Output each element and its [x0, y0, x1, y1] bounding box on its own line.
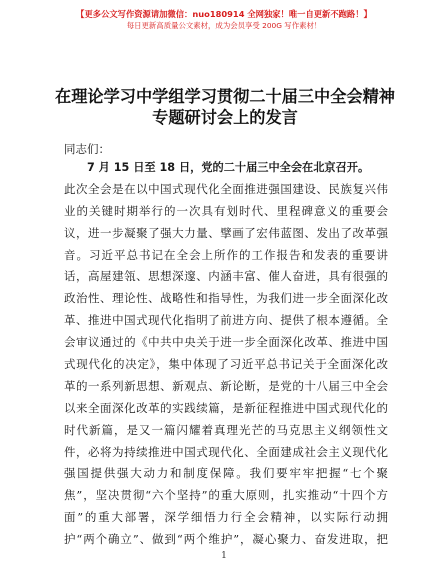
paragraph-line: 话，高屋建瓴、思想深邃、内涵丰富、催人奋进，具有很强的: [64, 269, 388, 284]
paragraph-line: 会审议通过的《中共中央关于进一步全面深化改革、推进中国: [64, 335, 388, 350]
paragraph-line: 革、推进中国式现代化指明了前进方向、提供了根本遵循。全: [64, 313, 388, 328]
paragraph-lead-sentence: 7 月 15 日至 18 日，党的二十届三中全会在北京召开。: [87, 161, 370, 174]
promo-banner-line1: 【更多公文写作资源请加微信：nuo180914 全网独家！唯一自更新不跑路！】: [76, 9, 372, 19]
page-number: 1: [221, 551, 227, 561]
paragraph-line: 护“两个确立”、做到“两个维护”，凝心聚力、奋发进取，把: [64, 532, 388, 547]
paragraph-line: 此次全会是在以中国式现代化全面推进强国建设、民族复兴伟: [64, 181, 388, 196]
promo-banner-line2: 每日更新高质量公文素材，成为会员享受 200G 写作素材！: [126, 21, 322, 30]
salutation: 同志们：: [64, 142, 110, 156]
promo-banner: [0, 8, 448, 32]
paragraph-line: 革的一系列新思想、新观点、新论断，是党的十八届三中全会: [64, 378, 388, 393]
paragraph-line: 强国提供强大动力和制度保障。我们要牢牢把握“七个聚: [64, 466, 388, 481]
paragraph-line: 音。习近平总书记在全会上所作的工作报告和发表的重要讲: [64, 247, 388, 262]
document-title: 在理论学习中学组学习贯彻二十届三中全会精神专题研讨会上的发言: [55, 87, 395, 127]
paragraph-line: 议，进一步凝聚了强大力量、擘画了宏伟蓝图、发出了改革强: [64, 225, 388, 240]
paragraph-line: 政治性、理论性、战略性和指导性，为我们进一步全面深化改: [64, 291, 388, 306]
paragraph-line: 式现代化的决定》，集中体现了习近平总书记关于全面深化改: [64, 357, 388, 372]
paragraph-line: 业的关键时期举行的一次具有划时代、里程碑意义的重要会: [64, 203, 388, 218]
paragraph-line: 焦”，坚决贯彻“六个坚持”的重大原则，扎实推动“十四个方: [64, 488, 388, 503]
paragraph-line: 面”的重大部署，深学细悟力行全会精神，以实际行动拥: [64, 510, 388, 525]
paragraph-line: 以来全面深化改革的实践续篇，是新征程推进中国式现代化的: [64, 400, 388, 415]
body-paragraph: [64, 157, 388, 551]
paragraph-line: 时代新篇，是又一篇闪耀着真理光芒的马克思主义纲领性文: [64, 422, 388, 437]
paragraph-line: 件，必将为持续推进中国式现代化、全面建成社会主义现代化: [64, 444, 388, 459]
